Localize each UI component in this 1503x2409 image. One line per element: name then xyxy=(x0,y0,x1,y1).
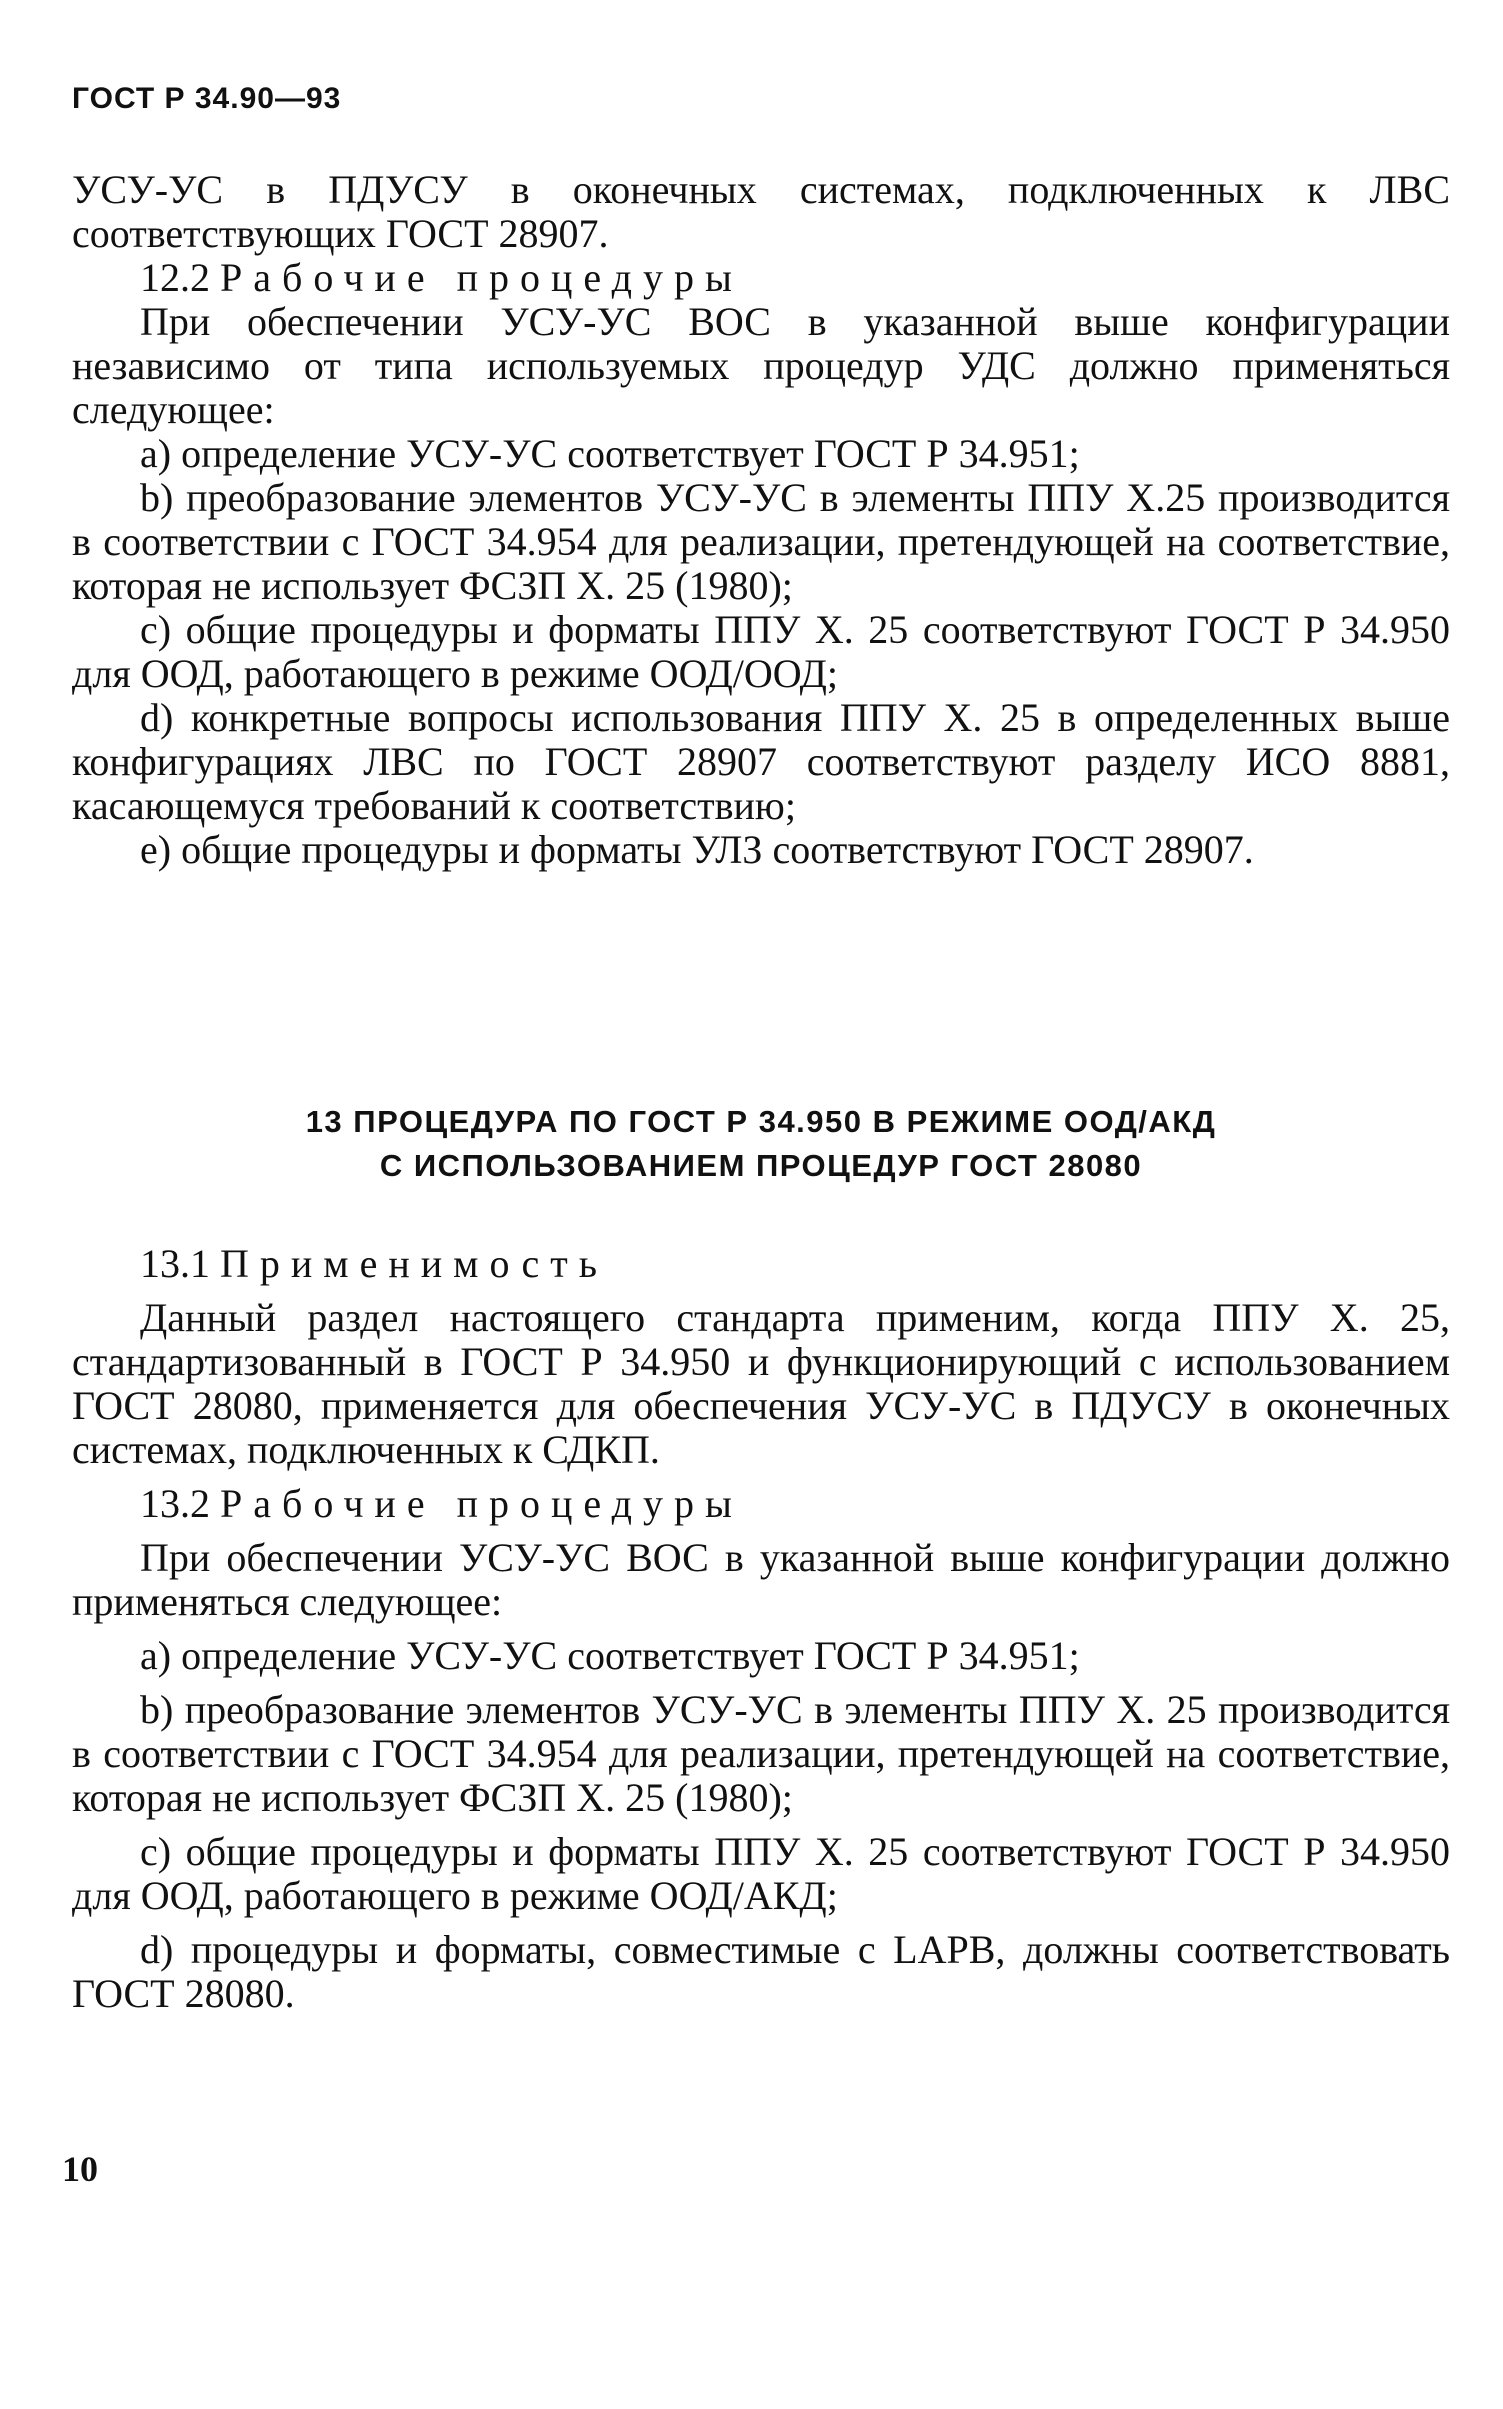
paragraph: При обеспечении УСУ-УС ВОС в указанной выше конфигурации независимо от типа используемых процедур УДС должно применяться следующее: xyxy=(72,299,1450,432)
list-item: b) преобразование элементов УСУ-УС в элементы ППУ Х. 25 производится в соответствии с ГОСТ 34.954 для реализации, претендующей на соответствие, которая не использует ФСЗП Х. 25 (1980); xyxy=(72,1687,1450,1820)
continuation-paragraph: УСУ-УС в ПДУСУ в оконечных системах, подключенных к ЛВС соответствующих ГОСТ 28907. xyxy=(72,167,1450,256)
subsection-title: Применимость xyxy=(220,1241,608,1286)
section-heading-line: 13 ПРОЦЕДУРА ПО ГОСТ Р 34.950 В РЕЖИМЕ ООД/АКД xyxy=(305,1104,1217,1139)
subsection-13-2-heading xyxy=(72,1482,1450,1526)
list-item: a) определение УСУ-УС соответствует ГОСТ Р 34.951; xyxy=(140,431,1080,476)
paragraph: Данный раздел настоящего стандарта применим, когда ППУ Х. 25, стандартизованный в ГОСТ Р 34.950 и функционирующий с использованием ГОСТ 28080, применяется для обеспечения УСУ-УС в ПДУСУ в оконечных системах, подключенных к СДКП. xyxy=(72,1295,1450,1472)
list-item: d) конкретные вопросы использования ППУ Х. 25 в определенных выше конфигурациях ЛВС по ГОСТ 28907 соответствуют разделу ИСО 8881, касающемуся требований к соответствию; xyxy=(72,695,1450,828)
section-12-tail xyxy=(72,168,1450,872)
subsection-12-2-heading xyxy=(72,256,1450,300)
section-13-body xyxy=(72,1242,1450,2026)
subsection-title: Рабочие процедуры xyxy=(220,1481,743,1526)
subsection-number: 12.2 xyxy=(140,255,210,300)
list-item: c) общие процедуры и форматы ППУ Х. 25 соответствуют ГОСТ Р 34.950 для ООД, работающего в режиме ООД/ООД; xyxy=(72,607,1450,696)
section-13-heading xyxy=(72,1100,1450,1188)
list-item: a) определение УСУ-УС соответствует ГОСТ Р 34.951; xyxy=(140,1633,1080,1678)
document-header: ГОСТ Р 34.90—93 xyxy=(72,82,342,115)
list-item: d) процедуры и форматы, совместимые с LAPB, должны соответствовать ГОСТ 28080. xyxy=(72,1927,1450,2016)
page-number: 10 xyxy=(62,2149,98,2189)
paragraph: При обеспечении УСУ-УС ВОС в указанной выше конфигурации должно применяться следующее: xyxy=(72,1535,1450,1624)
subsection-title: Рабочие процедуры xyxy=(220,255,743,300)
subsection-number: 13.1 xyxy=(140,1241,210,1286)
list-item: e) общие процедуры и форматы УЛЗ соответствуют ГОСТ 28907. xyxy=(140,827,1254,872)
list-item: b) преобразование элементов УСУ-УС в элементы ППУ Х.25 производится в соответствии с ГОСТ 34.954 для реализации, претендующей на соответствие, которая не использует ФСЗП Х. 25 (1980); xyxy=(72,475,1450,608)
subsection-13-1-heading xyxy=(72,1242,1450,1286)
section-heading-line: С ИСПОЛЬЗОВАНИЕМ ПРОЦЕДУР ГОСТ 28080 xyxy=(379,1148,1143,1183)
subsection-number: 13.2 xyxy=(140,1481,210,1526)
list-item: c) общие процедуры и форматы ППУ Х. 25 соответствуют ГОСТ Р 34.950 для ООД, работающего в режиме ООД/АКД; xyxy=(72,1829,1450,1918)
